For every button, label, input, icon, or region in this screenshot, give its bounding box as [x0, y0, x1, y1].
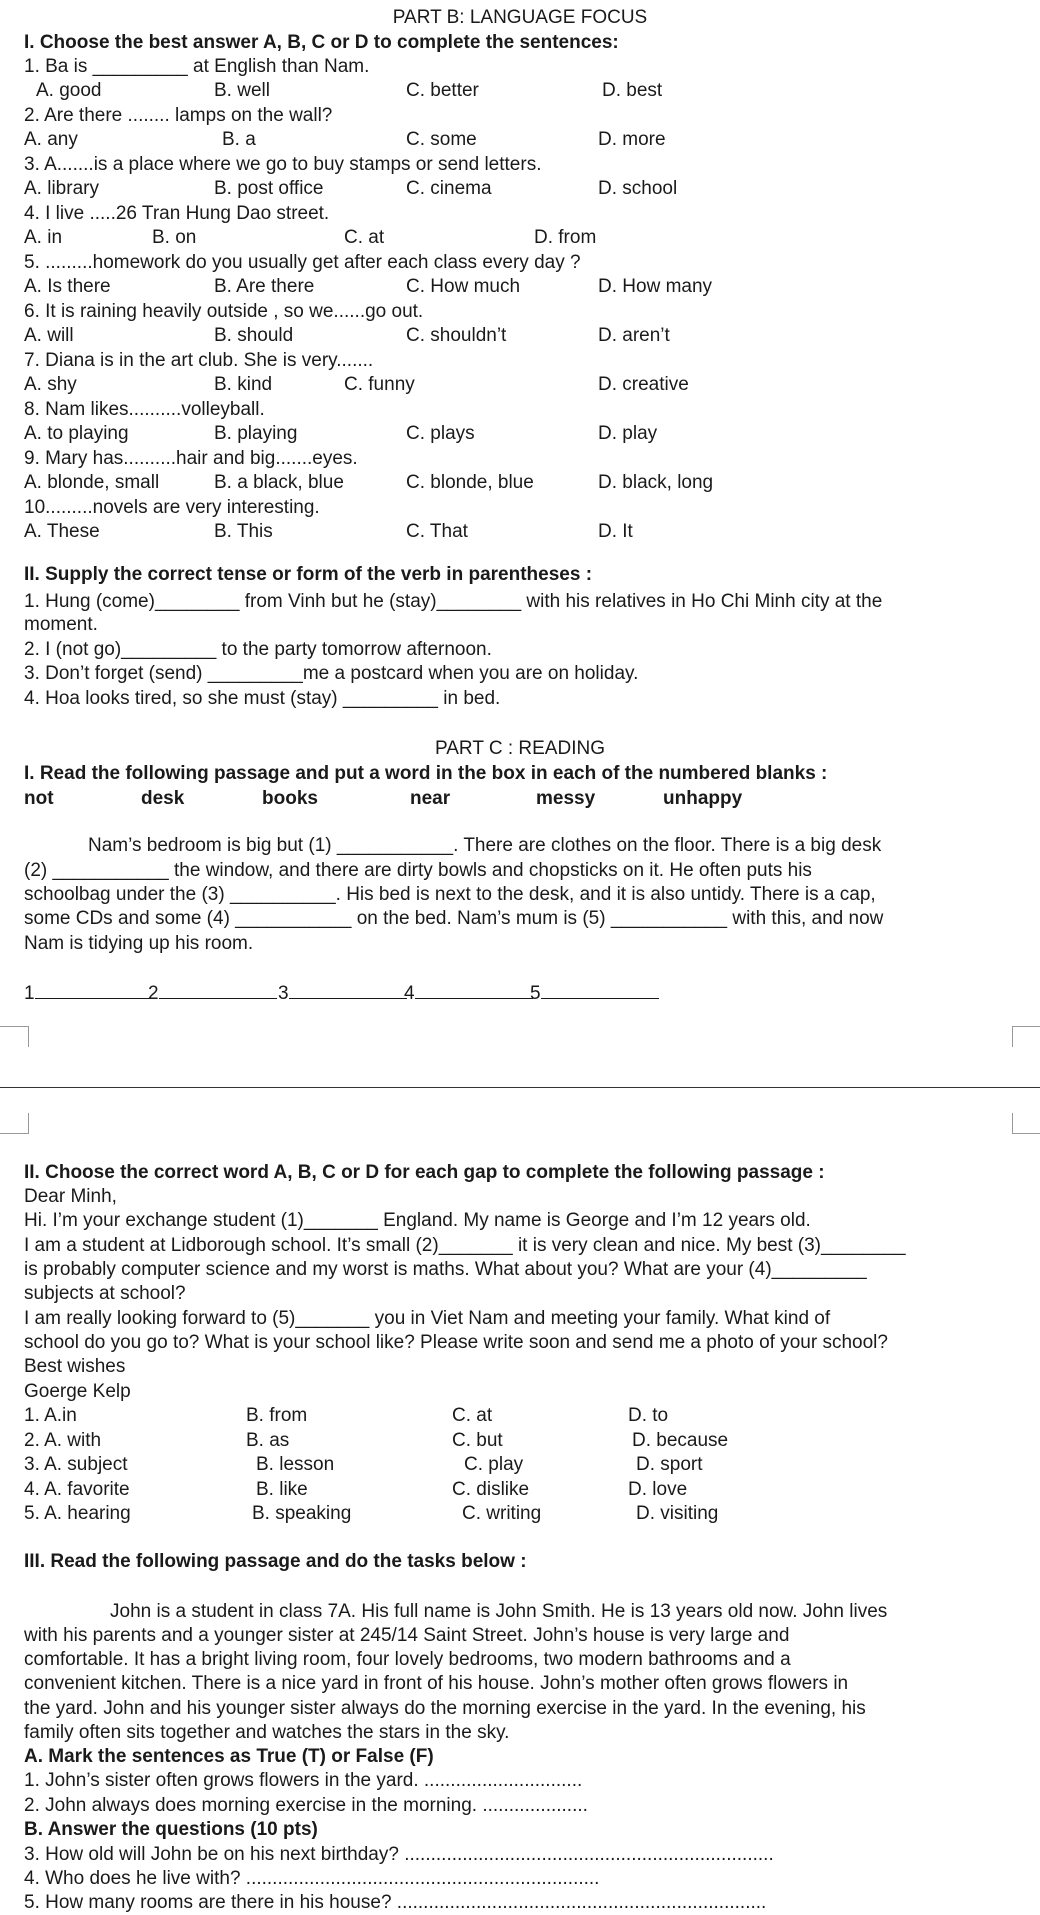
verb-question: 4. Hoa looks tired, so she must (stay) _________ in bed.	[24, 688, 501, 709]
answer-option[interactable]: B. a	[222, 129, 256, 150]
answer-option[interactable]: B. as	[246, 1429, 290, 1451]
answer-option[interactable]: D. creative	[598, 374, 689, 395]
answer-option[interactable]: B. This	[214, 521, 273, 542]
answer-option[interactable]: A. blonde, small	[24, 472, 160, 493]
letter-line: Dear Minh,	[24, 1186, 117, 1207]
answer-number: 4	[404, 983, 415, 1004]
answer-option[interactable]: C. shouldn’t	[406, 325, 507, 346]
page-corner-mark	[0, 1026, 29, 1047]
letter-line: subjects at school?	[24, 1283, 186, 1304]
answer-number: 2	[148, 983, 159, 1004]
section-heading: I. Choose the best answer A, B, C or D to complete the sentences:	[24, 32, 619, 53]
answer-option[interactable]: B. post office	[214, 178, 324, 199]
answer-option[interactable]: D. How many	[598, 276, 713, 297]
answer-option[interactable]: D. more	[598, 129, 666, 150]
task-item[interactable]: 5. How many rooms are there in his house? ......................................................................	[24, 1892, 767, 1913]
question-text: 5. .........homework do you usually get after each class every day ?	[24, 252, 581, 273]
question-text: 1. Ba is _________ at English than Nam.	[24, 56, 370, 77]
letter-line: Goerge Kelp	[24, 1381, 131, 1402]
answer-option[interactable]: B. lesson	[256, 1454, 335, 1475]
answer-option[interactable]: D. to	[628, 1405, 669, 1426]
task-heading: A. Mark the sentences as True (T) or False (F)	[24, 1746, 434, 1767]
letter-line: school do you go to? What is your school like? Please write soon and send me a photo of your school?	[24, 1332, 888, 1353]
answer-option[interactable]: B. like	[256, 1478, 308, 1500]
answer-option[interactable]: A. Is there	[24, 276, 111, 297]
answer-option[interactable]: A. in	[24, 227, 63, 248]
answer-option[interactable]: D. play	[598, 423, 658, 444]
answer-option[interactable]: D. school	[598, 178, 678, 199]
answer-blank[interactable]	[530, 980, 659, 1006]
verb-question: 3. Don’t forget (send) _________me a postcard when you are on holiday.	[24, 663, 639, 684]
page-divider	[0, 1087, 1040, 1088]
page-corner-mark	[1012, 1026, 1040, 1047]
answer-option[interactable]: A. library	[24, 178, 99, 199]
answer-option[interactable]: 4. A. favorite	[24, 1478, 130, 1500]
answer-option[interactable]: A. good	[36, 80, 102, 101]
answer-option[interactable]: B. a black, blue	[214, 472, 344, 493]
word-box-item: books	[262, 788, 318, 809]
answer-option[interactable]: C. better	[406, 80, 479, 101]
answer-option[interactable]: B. kind	[214, 374, 273, 395]
question-text: 3. A.......is a place where we go to buy stamps or send letters.	[24, 154, 542, 175]
answer-option[interactable]: C. blonde, blue	[406, 472, 534, 493]
answer-option[interactable]: B. from	[246, 1405, 308, 1426]
answer-number: 3	[278, 983, 289, 1004]
passage-line: some CDs and some (4) ___________ on the bed. Nam’s mum is (5) ___________ with this, and now	[24, 908, 884, 929]
letter-line: Best wishes	[24, 1356, 126, 1377]
task-item[interactable]: 4. Who does he live with? ...................................................................	[24, 1868, 600, 1889]
question-text: 4. I live .....26 Tran Hung Dao street.	[24, 203, 330, 224]
passage-line: schoolbag under the (3) __________. His bed is next to the desk, and it is also untidy. There is a cap,	[24, 884, 876, 905]
answer-option[interactable]: D. It	[598, 521, 633, 542]
answer-option[interactable]: 2. A. with	[24, 1429, 102, 1451]
part-c-title: PART C : READING	[435, 738, 605, 759]
answer-option[interactable]: C. That	[406, 521, 468, 542]
answer-blank[interactable]	[404, 980, 533, 1006]
verb-question: 1. Hung (come)________ from Vinh but he (stay)________ with his relatives in Ho Chi Minh city at the	[24, 591, 883, 612]
answer-option[interactable]: C. writing	[462, 1503, 542, 1524]
word-box-item: not	[24, 788, 54, 809]
answer-option[interactable]: A. shy	[24, 374, 77, 395]
passage-line: Nam is tidying up his room.	[24, 933, 254, 954]
verb-question: moment.	[24, 614, 98, 635]
answer-option[interactable]: D. best	[602, 80, 663, 101]
answer-option[interactable]: B. playing	[214, 423, 298, 444]
passage-line: comfortable. It has a bright living room, four lovely bedrooms, two modern bathrooms and a	[24, 1649, 791, 1670]
answer-option[interactable]: D. black, long	[598, 472, 714, 493]
answer-option[interactable]: 3. A. subject	[24, 1454, 128, 1475]
answer-option[interactable]: D. from	[534, 227, 597, 248]
answer-option[interactable]: C. How much	[406, 276, 521, 297]
answer-option[interactable]: C. at	[452, 1405, 493, 1426]
answer-number: 1	[24, 983, 35, 1004]
word-box-item: unhappy	[663, 788, 743, 809]
answer-option[interactable]: C. some	[406, 129, 477, 150]
answer-option[interactable]: C. cinema	[406, 178, 492, 199]
answer-option[interactable]: D. love	[628, 1478, 688, 1500]
section-heading: II. Choose the correct word A, B, C or D for each gap to complete the following passage :	[24, 1162, 825, 1183]
passage-line: with his parents and a younger sister at 245/14 Saint Street. John’s house is very large and	[24, 1625, 790, 1646]
word-box-item: near	[410, 788, 451, 809]
answer-option[interactable]: D. because	[632, 1429, 729, 1451]
question-text: 9. Mary has..........hair and big.......eyes.	[24, 448, 358, 469]
passage-line: Nam’s bedroom is big but (1) ___________. There are clothes on the floor. There is a big desk	[88, 835, 882, 856]
task-item[interactable]: 2. John always does morning exercise in the morning. ....................	[24, 1795, 588, 1816]
word-box-item: desk	[141, 788, 185, 809]
answer-option[interactable]: C. dislike	[452, 1478, 530, 1500]
section-heading: I. Read the following passage and put a word in the box in each of the numbered blanks :	[24, 763, 828, 784]
task-heading: B. Answer the questions (10 pts)	[24, 1819, 318, 1840]
question-text: 10.........novels are very interesting.	[24, 497, 320, 518]
task-item[interactable]: 3. How old will John be on his next birthday? ......................................................................	[24, 1844, 774, 1865]
passage-line: John is a student in class 7A. His full name is John Smith. He is 13 years old now. John lives	[110, 1601, 888, 1622]
question-text: 2. Are there ........ lamps on the wall?	[24, 105, 333, 126]
answer-option[interactable]: A. will	[24, 325, 74, 346]
part-b-title: PART B: LANGUAGE FOCUS	[392, 7, 648, 28]
answer-option[interactable]: D. visiting	[636, 1503, 719, 1524]
letter-line: I am really looking forward to (5)_______ you in Viet Nam and meeting your family. What kind of	[24, 1308, 831, 1329]
answer-option[interactable]: B. well	[214, 80, 270, 101]
letter-line: is probably computer science and my worst is maths. What about you? What are your (4)_________	[24, 1259, 867, 1280]
answer-blank[interactable]	[24, 980, 153, 1006]
passage-line: convenient kitchen. There is a nice yard in front of his house. John’s mother often grows flowers in	[24, 1673, 849, 1694]
answer-option[interactable]: C. but	[452, 1429, 503, 1451]
answer-option[interactable]: D. aren’t	[598, 325, 670, 346]
passage-line: the yard. John and his younger sister always do the morning exercise in the yard. In the evening, his	[24, 1698, 866, 1719]
answer-option[interactable]: B. Are there	[214, 276, 315, 297]
page-corner-mark	[1012, 1113, 1040, 1134]
passage-line: family often sits together and watches the stars in the sky.	[24, 1722, 510, 1743]
answer-option[interactable]: B. on	[152, 227, 197, 248]
passage-line: (2) ___________ the window, and there are dirty bowls and chopsticks on it. He often puts his	[24, 860, 812, 881]
answer-option[interactable]: A. any	[24, 129, 78, 150]
answer-option[interactable]: D. sport	[636, 1454, 703, 1475]
answer-option[interactable]: C. play	[464, 1454, 524, 1475]
answer-option[interactable]: C. at	[344, 227, 385, 248]
verb-question: 2. I (not go)_________ to the party tomorrow afternoon.	[24, 639, 492, 660]
question-text: 8. Nam likes..........volleyball.	[24, 399, 265, 420]
answer-blank[interactable]	[278, 980, 407, 1006]
question-text: 7. Diana is in the art club. She is very.......	[24, 350, 374, 371]
answer-option[interactable]: 5. A. hearing	[24, 1503, 131, 1524]
answer-option[interactable]: 1. A.in	[24, 1405, 77, 1426]
answer-option[interactable]: A. to playing	[24, 423, 129, 444]
answer-option[interactable]: B. speaking	[252, 1503, 352, 1524]
answer-number: 5	[530, 983, 541, 1004]
task-item[interactable]: 1. John’s sister often grows flowers in the yard. ..............................	[24, 1770, 583, 1791]
page-corner-mark	[0, 1113, 29, 1134]
answer-blank[interactable]	[148, 980, 277, 1006]
word-box-item: messy	[536, 788, 596, 809]
section-heading: II. Supply the correct tense or form of the verb in parentheses :	[24, 564, 593, 585]
letter-line: I am a student at Lidborough school. It’s small (2)_______ it is very clean and nice. My best (3)________	[24, 1235, 906, 1256]
question-text: 6. It is raining heavily outside , so we......go out.	[24, 301, 424, 322]
answer-option[interactable]: C. funny	[344, 374, 415, 395]
answer-option[interactable]: A. These	[24, 521, 100, 542]
section-heading: III. Read the following passage and do the tasks below :	[24, 1551, 527, 1572]
answer-option[interactable]: C. plays	[406, 423, 475, 444]
answer-option[interactable]: B. should	[214, 325, 294, 346]
letter-line: Hi. I’m your exchange student (1)_______ England. My name is George and I’m 12 years old.	[24, 1210, 811, 1231]
